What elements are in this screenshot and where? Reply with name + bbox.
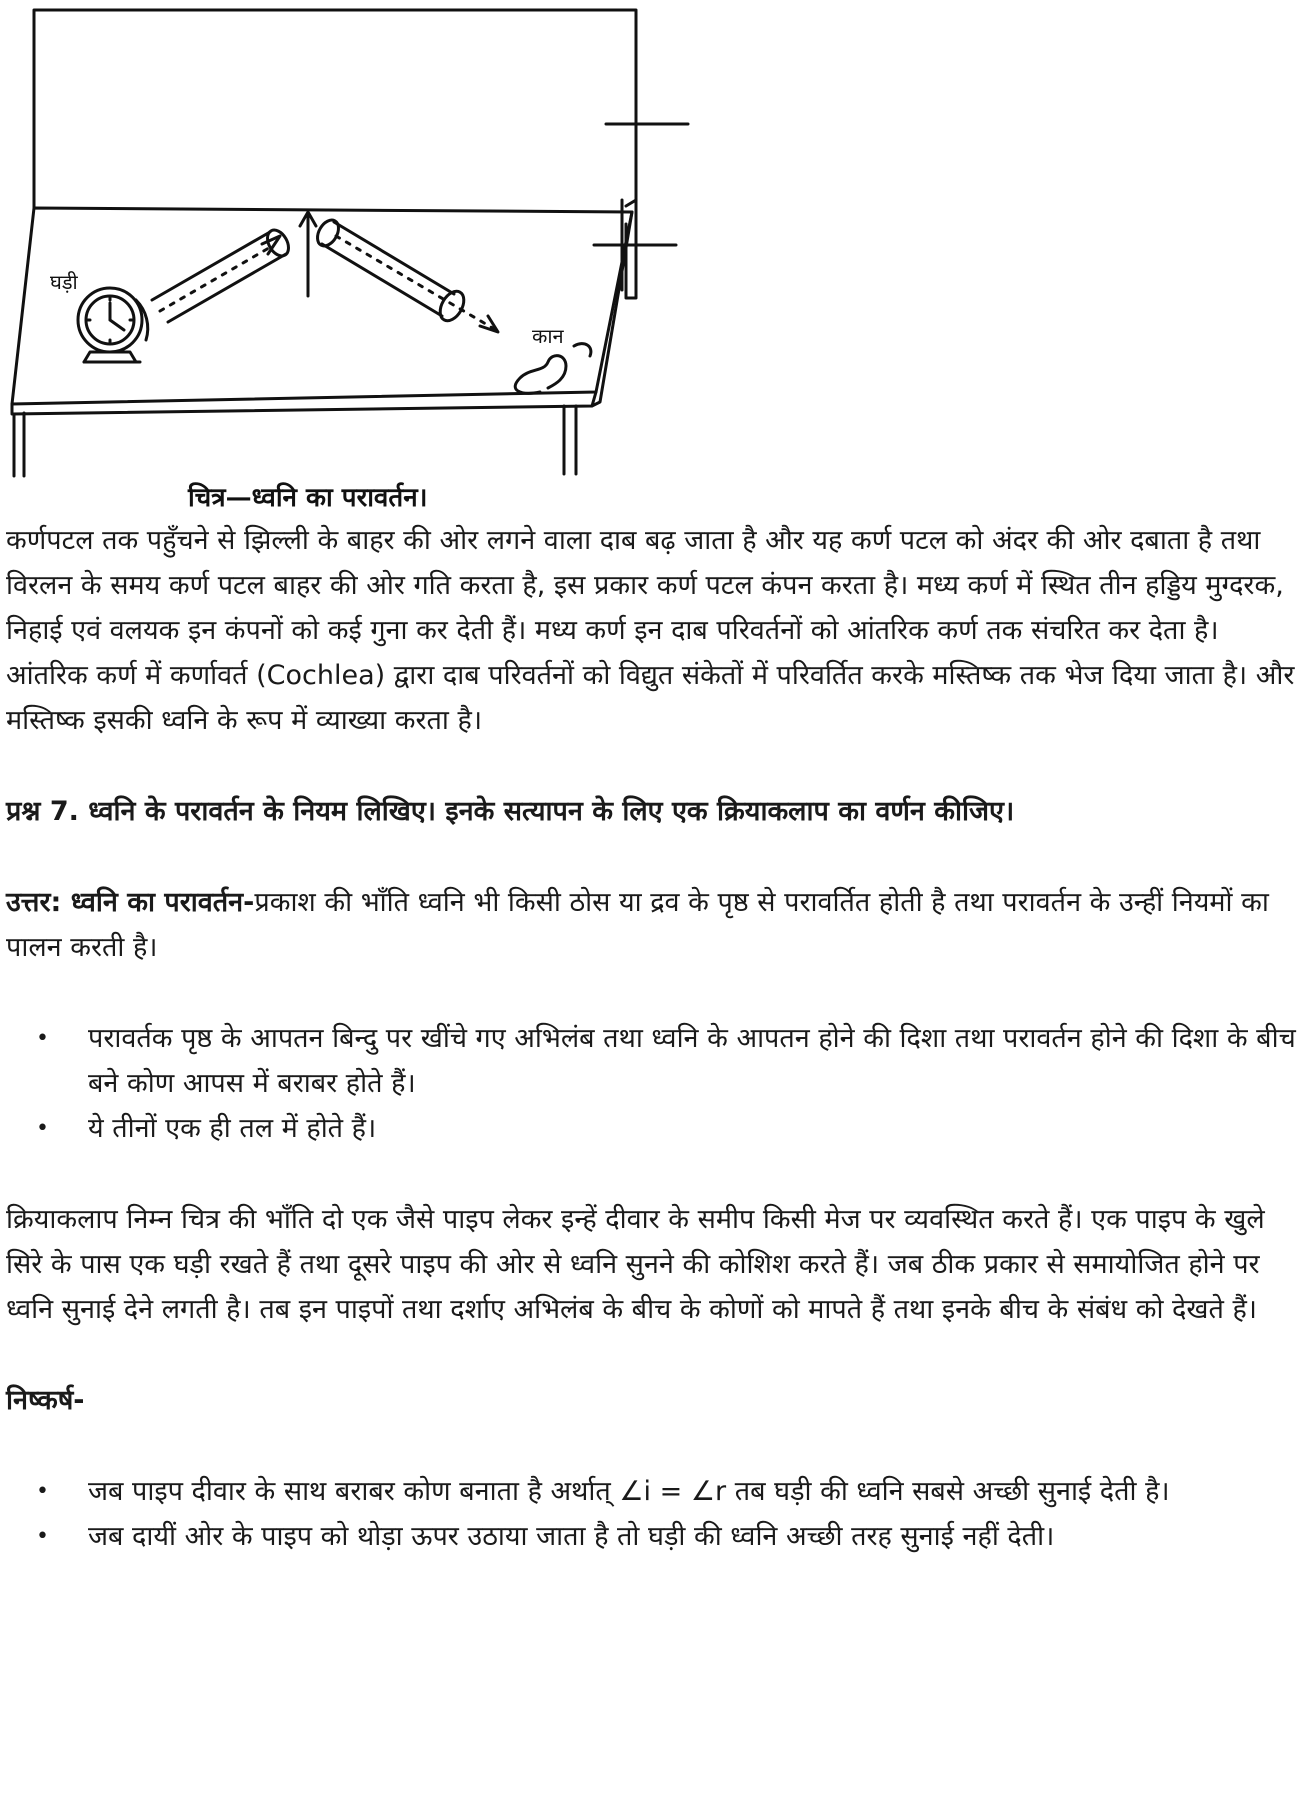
- apparatus-drawing: [0, 0, 700, 512]
- conclusion-text: जब पाइप दीवार के साथ बराबर कोण बनाता है अर्थात् ∠i = ∠r तब घड़ी की ध्वनि सबसे अच्छी सुनाई देती है।: [88, 1476, 1170, 1507]
- clock-label: घड़ी: [50, 270, 78, 294]
- bullet-icon: •: [36, 1116, 49, 1141]
- pipe-left: [152, 226, 293, 322]
- ear-icon: [515, 344, 591, 394]
- document-body: [6, 518, 1302, 1559]
- bullet-icon: •: [36, 1026, 49, 1051]
- reflection-of-sound-figure: [0, 0, 700, 512]
- reflection-laws-list: [6, 1016, 1302, 1151]
- law-text: परावर्तक पृष्ठ के आपतन बिन्दु पर खींचे गए अभिलंब तथा ध्वनि के आपतन होने की दिशा तथा परावर्तन होने की दिशा के बीच बने कोण आपस में बराबर होते हैं।: [88, 1023, 1296, 1099]
- paragraph-ear-mechanism: कर्णपटल तक पहुँचने से झिल्ली के बाहर की ओर लगने वाला दाब बढ़ जाता है और यह कर्ण पटल को अंदर की ओर दबाता है तथा विरलन के समय कर्ण पटल बाहर की ओर गति करता है, इस प्रकार कर्ण पटल कंपन करता है। मध्य कर्ण में स्थित तीन हड्डिय मुग्दरक, निहाई एवं वलयक इन कंपनों को कई गुना कर देती हैं। मध्य कर्ण इन दाब परिवर्तनों को आंतरिक कर्ण तक संचरित कर देता है। आंतरिक कर्ण में कर्णावर्त (Cochlea) द्वारा दाब परिवर्तनों को विद्युत संकेतों में परिवर्तित करके मस्तिष्क तक भेज दिया जाता है। और मस्तिष्क इसकी ध्वनि के रूप में व्याख्या करता है।: [6, 525, 1295, 736]
- list-item: [6, 1106, 1302, 1151]
- wall: [34, 10, 636, 298]
- list-item: [6, 1016, 1302, 1106]
- table-top: [12, 208, 632, 404]
- bullet-icon: •: [36, 1524, 49, 1549]
- table-leg-left: [14, 413, 24, 476]
- list-item: [6, 1469, 1302, 1514]
- law-text: ये तीनों एक ही तल में होते हैं।: [88, 1113, 377, 1144]
- conclusion-text: जब दायीं ओर के पाइप को थोड़ा ऊपर उठाया जाता है तो घड़ी की ध्वनि अच्छी तरह सुनाई नहीं देती।: [88, 1521, 1055, 1552]
- answer-label: उत्तर: ध्वनि का परावर्तन-: [6, 887, 255, 918]
- answer-text: प्रकाश की भाँति ध्वनि भी किसी ठोस या द्रव के पृष्ठ से परावर्तित होती है तथा परावर्तन के उन्हीं नियमों का पालन करती है।: [6, 887, 1269, 963]
- answer-paragraph: [6, 880, 1302, 970]
- list-item: [6, 1514, 1302, 1559]
- question-7: प्रश्न 7. ध्वनि के परावर्तन के नियम लिखिए। इनके सत्यापन के लिए एक क्रियाकलाप का वर्णन कीजिए।: [6, 796, 1015, 827]
- activity-paragraph: क्रियाकलाप निम्न चित्र की भाँति दो एक जैसे पाइप लेकर इन्हें दीवार के समीप किसी मेज पर व्यवस्थित करते हैं। एक पाइप के खुले सिरे के पास एक घड़ी रखते हैं तथा दूसरे पाइप की ओर से ध्वनि सुनने की कोशिश करते हैं। जब ठीक प्रकार से समायोजित होने पर ध्वनि सुनाई देने लगती है। तब इन पाइपों तथा दर्शाए अभिलंब के बीच के कोणों को मापते हैं तथा इनके बीच के संबंध को देखते हैं।: [6, 1204, 1265, 1325]
- clock-icon: [78, 288, 148, 362]
- figure-caption: चित्र—ध्वनि का परावर्तन।: [188, 483, 428, 513]
- table-leg-right: [564, 406, 576, 474]
- conclusion-heading: निष्कर्ष-: [6, 1385, 85, 1416]
- ear-label: कान: [532, 324, 564, 348]
- bullet-icon: •: [36, 1479, 49, 1504]
- pipe-right: [313, 216, 498, 332]
- conclusion-list: [6, 1469, 1302, 1559]
